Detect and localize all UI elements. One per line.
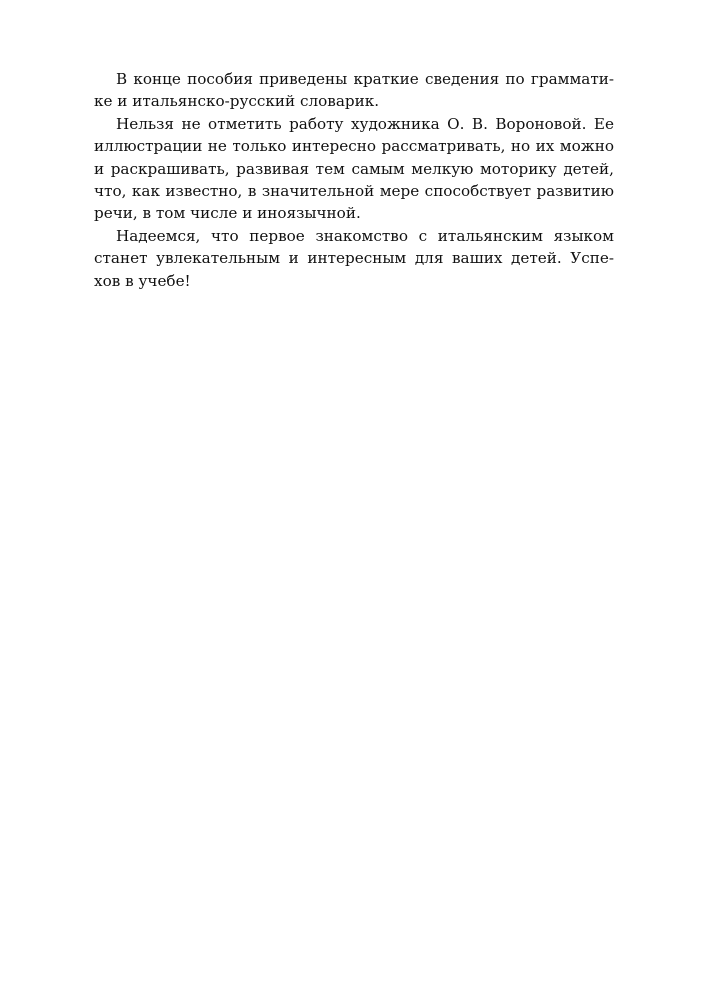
text-line: ке и итальянско-русский словарик. [94, 92, 380, 111]
text-line: иллюстрации не только интересно рассматривать, но их можно [94, 137, 614, 156]
paragraph-closing-wishes [94, 225, 614, 292]
text-line: речи, в том числе и иноязычной. [94, 204, 361, 223]
text-line: хов в учебе! [94, 271, 191, 290]
text-line: и раскрашивать, развивая тем самым мелкую моторику детей, [94, 159, 614, 178]
text-line: станет увлекательным и интересным для ваших детей. Успе- [94, 249, 614, 268]
text-line: Надеемся, что первое знакомство с итальянским языком [116, 226, 614, 245]
text-line: В конце пособия приведены краткие сведения по граммати- [116, 70, 614, 88]
text-line: что, как известно, в значительной мере способствует развитию [94, 182, 614, 201]
text-line: Нельзя не отметить работу художника О. В. Вороновой. Ее [116, 114, 614, 133]
paragraph-illustrator [94, 113, 614, 225]
body-text [94, 68, 614, 292]
paragraph-grammar-dictionary [94, 68, 614, 113]
